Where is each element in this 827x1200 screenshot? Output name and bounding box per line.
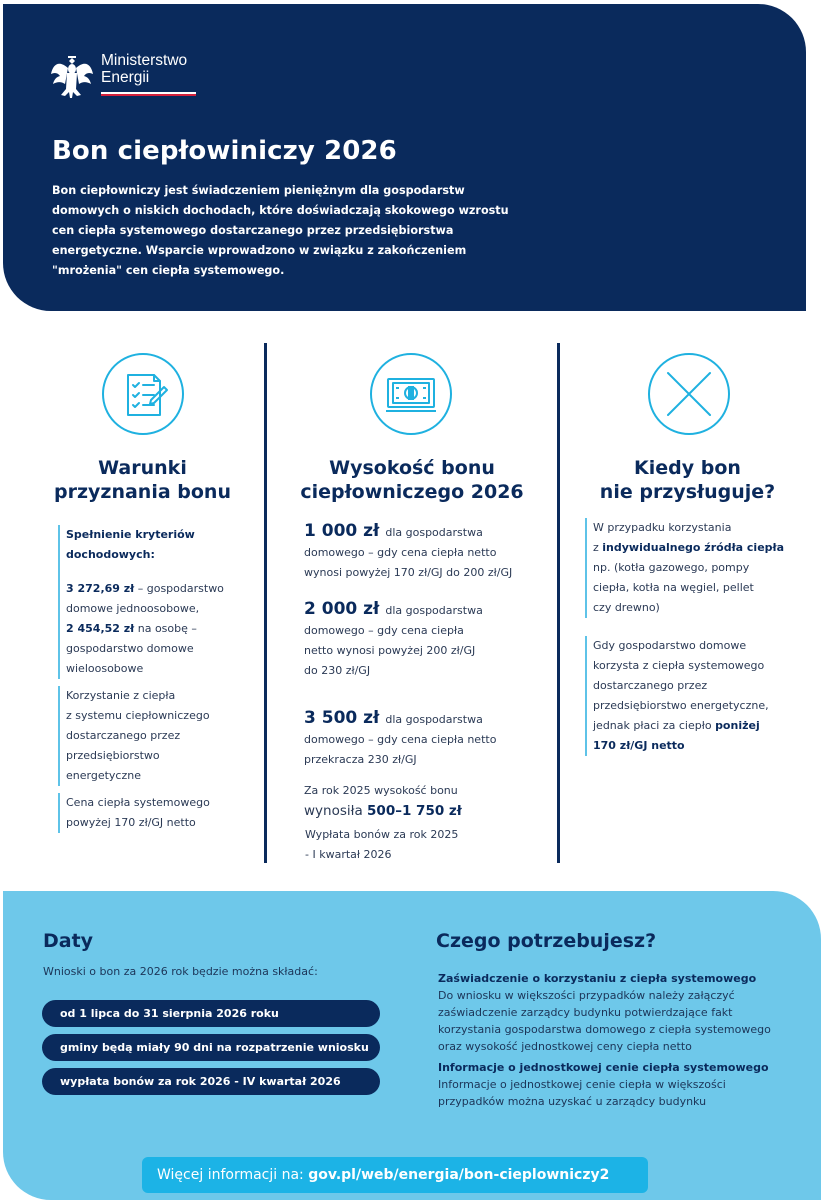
column-divider [557,343,560,863]
column-divider [264,343,267,863]
flag-stripe [101,92,196,96]
more-info-url[interactable]: gov.pl/web/energia/bon-cieplowniczy2 [308,1167,610,1183]
price-info-requirement: Informacje o jednostkowej cenie ciepła systemowego Informacje o jednostkowej cenie ciepła w większości przypadków można uzyskać u zarządcy budynku [438,1061,769,1108]
dates-subtitle: Wnioski o bon za 2026 rok będzie można składać: [43,965,318,978]
cross-icon [648,353,730,435]
more-info-label: Więcej informacji na: [157,1167,309,1183]
ministry-logo[interactable] [49,52,196,104]
year-2025-block: Za rok 2025 wysokość bonu wynosiła 500–1 750 zł [304,784,462,819]
banknote-icon [370,353,452,435]
column-title-amount: Wysokość bonu ciepłowniczego 2026 [300,457,524,503]
amount-1000-block: 1 000 zł dla gospodarstwa domowego – gdy cena ciepła netto wynosi powyżej 170 zł/GJ do 200 zł/GJ [304,521,513,579]
header-banner [3,4,806,311]
low-price-block: Gdy gospodarstwo domowe korzysta z ciepła systemowego dostarczanego przez przedsiębiorstwo energetyczne, jednak płaci za ciepło poniżej 170 zł/GJ netto [585,636,800,756]
page-title: Bon ciepłowiniczy 2026 [52,136,397,166]
income-criteria-block: Spełnienie kryteriów dochodowych: 3 272,69 zł – gospodarstwo domowe jednoosobowe, 2 454,52 zł na osobę – gospodarstwo domowe wieloosobowe [58,525,258,679]
amount-2000-block: 2 000 zł dla gospodarstwa domowego – gdy cena ciepła netto wynosi powyżej 200 zł/GJ do 230 zł/GJ [304,599,483,677]
ministry-name-line1: Ministerstwo [101,52,188,69]
eagle-emblem-icon [49,52,95,104]
checklist-icon [102,353,184,435]
more-info-link[interactable] [142,1157,648,1193]
amount-3500-block: 3 500 zł dla gospodarstwa domowego – gdy cena ciepła netto przekracza 230 zł/GJ [304,708,497,766]
amount-value: 3 500 zł [304,708,380,728]
intro-text: Bon ciepłowniczy jest świadczeniem pieniężnym dla gospodarstw domowych o niskich dochodach, które doświadczają skokowego wzrostu cen ciepła systemowego dostarczanego przez przedsiębiorstwa energetyczne. Wsparcie wprowadzono w związku z zakończeniem "mrożenia" cen ciepła systemowego. [52,184,509,277]
column-title-not-eligible: Kiedy bon nie przysługuje? [599,457,776,503]
date-pill: wypłata bonów za rok 2026 - IV kwartał 2026 [42,1068,380,1095]
needs-title: Czego potrzebujesz? [436,930,657,952]
date-pill: od 1 lipca do 31 sierpnia 2026 roku [42,1000,380,1027]
dates-title: Daty [43,930,94,952]
heat-price-block: Cena ciepła systemowego powyżej 170 zł/GJ netto [58,793,258,833]
amount-value: 2 000 zł [304,599,380,619]
column-title-conditions: Warunki przyznania bonu [53,457,231,503]
individual-source-block: W przypadku korzystania z indywidualnego źródła ciepła np. (kotła gazowego, pompy ciepła, kotła na węgiel, pellet czy drewno) [585,518,800,618]
date-pill: gminy będą miały 90 dni na rozpatrzenie wniosku [42,1034,380,1061]
ministry-name-line2: Energii [101,69,150,86]
amount-value: 1 000 zł [304,521,380,541]
payout-2025-block: Wypłata bonów za rok 2025 - I kwartał 2026 [305,828,459,861]
heat-system-block: Korzystanie z ciepła z systemu ciepłowniczego dostarczanego przez przedsiębiorstwo energetyczne [58,686,258,786]
certificate-requirement: Zaświadczenie o korzystaniu z ciepła systemowego Do wniosku w większości przypadków należy załączyć zaświadczenie zarządcy budynku potwierdzające fakt korzystania gospodarstwa domowego z ciepła systemowego oraz wysokość jednostkowej ceny ciepła netto [438,972,771,1053]
